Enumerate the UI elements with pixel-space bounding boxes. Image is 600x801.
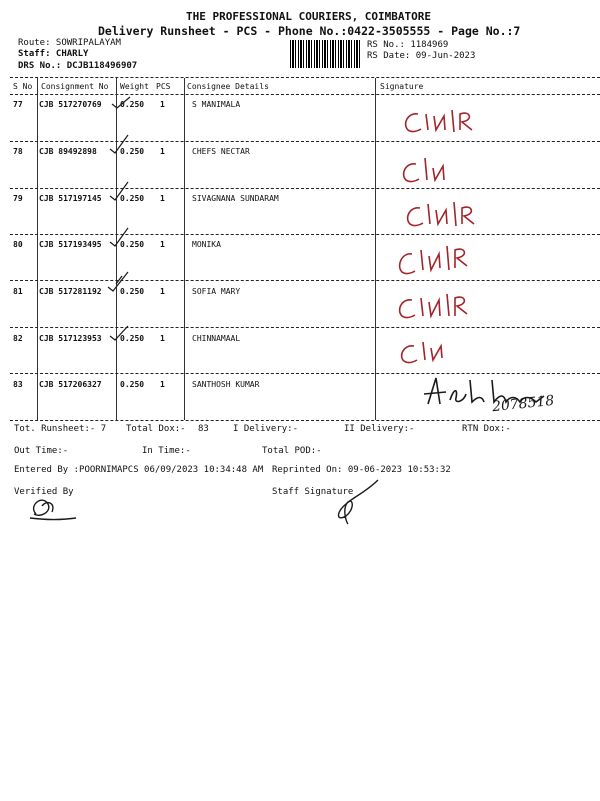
- check-mark-icon: [108, 226, 130, 248]
- row-pcs: 1: [160, 147, 165, 156]
- table-bottom-rule: [10, 420, 600, 421]
- check-mark-icon: [106, 270, 132, 294]
- col-header-consignment: Consignment No: [41, 82, 109, 91]
- row-rule: [10, 280, 600, 281]
- runsheet-title: Delivery Runsheet - PCS - Phone No.:0422-3505555 - Page No.:7: [98, 24, 521, 38]
- ii-delivery: II Delivery:-: [344, 424, 415, 434]
- total-pod: Total POD:-: [262, 446, 322, 456]
- row-weight: 0.250: [120, 100, 145, 109]
- route-label: Route: SOWRIPALAYAM: [18, 38, 121, 48]
- staff-signature-label: Staff Signature: [272, 487, 354, 497]
- row-pcs: 1: [160, 334, 165, 343]
- row-weight: 0.250: [120, 334, 145, 343]
- row-weight: 0.250: [120, 240, 145, 249]
- row-pcs: 1: [160, 380, 165, 389]
- row-consignment: CJB 517193495: [39, 240, 102, 249]
- row-consignment: CJB 517123953: [39, 334, 102, 343]
- company-name: THE PROFESSIONAL COURIERS, COIMBATORE: [186, 10, 432, 23]
- col-header-pcs: PCS: [156, 82, 171, 91]
- in-time: In Time:-: [142, 446, 191, 456]
- handwritten-signature: [390, 150, 490, 184]
- row-consignment: CJB 517281192: [39, 287, 102, 296]
- row-pcs: 1: [160, 240, 165, 249]
- header-top-rule: [10, 77, 600, 78]
- handwritten-signature: [390, 288, 490, 322]
- col-divider: [184, 78, 185, 420]
- row-pcs: 1: [160, 287, 165, 296]
- total-dox-label: Total Dox:-: [126, 424, 186, 434]
- row-pcs: 1: [160, 100, 165, 109]
- row-weight: 0.250: [120, 194, 145, 203]
- row-consignment: CJB 517270769: [39, 100, 102, 109]
- col-header-sno: S No: [13, 82, 33, 91]
- col-divider: [116, 78, 117, 420]
- row-sno: 79: [13, 194, 23, 203]
- barcode: [290, 40, 362, 68]
- drs-number: DRS No.: DCJB118496907: [18, 61, 138, 71]
- row-sno: 78: [13, 147, 23, 156]
- row-consignee: S MANIMALA: [192, 100, 241, 109]
- row-pcs: 1: [160, 194, 165, 203]
- row-rule: [10, 234, 600, 235]
- reprinted-on: Reprinted On: 09-06-2023 10:53:32: [272, 465, 451, 475]
- row-consignment: CJB 517206327: [39, 380, 102, 389]
- entered-by: Entered By :POORNIMAPCS 06/09/2023 10:34:48 AM: [14, 465, 264, 475]
- verifier-signature: [26, 492, 86, 524]
- row-consignment: CJB 89492898: [39, 147, 97, 156]
- handwritten-signature: [390, 102, 490, 136]
- handwritten-signature: [390, 240, 490, 276]
- col-divider: [37, 78, 38, 420]
- total-dox-value: 83: [198, 424, 209, 434]
- col-header-signature: Signature: [380, 82, 424, 91]
- verified-by: Verified By: [14, 487, 74, 497]
- check-mark-icon: [108, 180, 130, 202]
- total-runsheet: Tot. Runsheet:- 7: [14, 424, 107, 434]
- row-weight: 0.250: [120, 287, 145, 296]
- row-consignee: SANTHOSH KUMAR: [192, 380, 260, 389]
- staff-label: Staff: CHARLY: [18, 49, 89, 59]
- col-divider: [375, 78, 376, 420]
- check-mark-icon: [108, 133, 130, 155]
- row-sno: 77: [13, 100, 23, 109]
- i-delivery: I Delivery:-: [233, 424, 299, 434]
- out-time: Out Time:-: [14, 446, 69, 456]
- row-sno: 83: [13, 380, 23, 389]
- row-rule: [10, 188, 600, 189]
- rs-number: RS No.: 1184969: [367, 40, 449, 50]
- row-sno: 80: [13, 240, 23, 249]
- row-weight: 0.250: [120, 147, 145, 156]
- row-consignee: MONIKA: [192, 240, 221, 249]
- row-rule: [10, 141, 600, 142]
- staff-signature: [318, 476, 388, 526]
- check-mark-icon: [110, 96, 132, 110]
- row-consignment: CJB 517197145: [39, 194, 102, 203]
- col-header-weight: Weight: [120, 82, 149, 91]
- row-consignee: CHINNAMAAL: [192, 334, 241, 343]
- row-rule: [10, 327, 600, 328]
- rs-date: RS Date: 09-Jun-2023: [367, 51, 476, 61]
- row-sno: 82: [13, 334, 23, 343]
- handwritten-signature: [390, 336, 490, 366]
- row-sno: 81: [13, 287, 23, 296]
- row-consignee: SOFIA MARY: [192, 287, 241, 296]
- handwritten-signature: [390, 196, 490, 230]
- row-weight: 0.250: [120, 380, 145, 389]
- rtn-dox: RTN Dox:-: [462, 424, 511, 434]
- handwritten-number: 2078518: [491, 392, 556, 416]
- col-header-consignee: Consignee Details: [187, 82, 269, 91]
- header-bottom-rule: [10, 94, 600, 95]
- check-mark-icon: [108, 324, 130, 342]
- row-consignee: CHEFS NECTAR: [192, 147, 250, 156]
- row-consignee: SIVAGNANA SUNDARAM: [192, 194, 279, 203]
